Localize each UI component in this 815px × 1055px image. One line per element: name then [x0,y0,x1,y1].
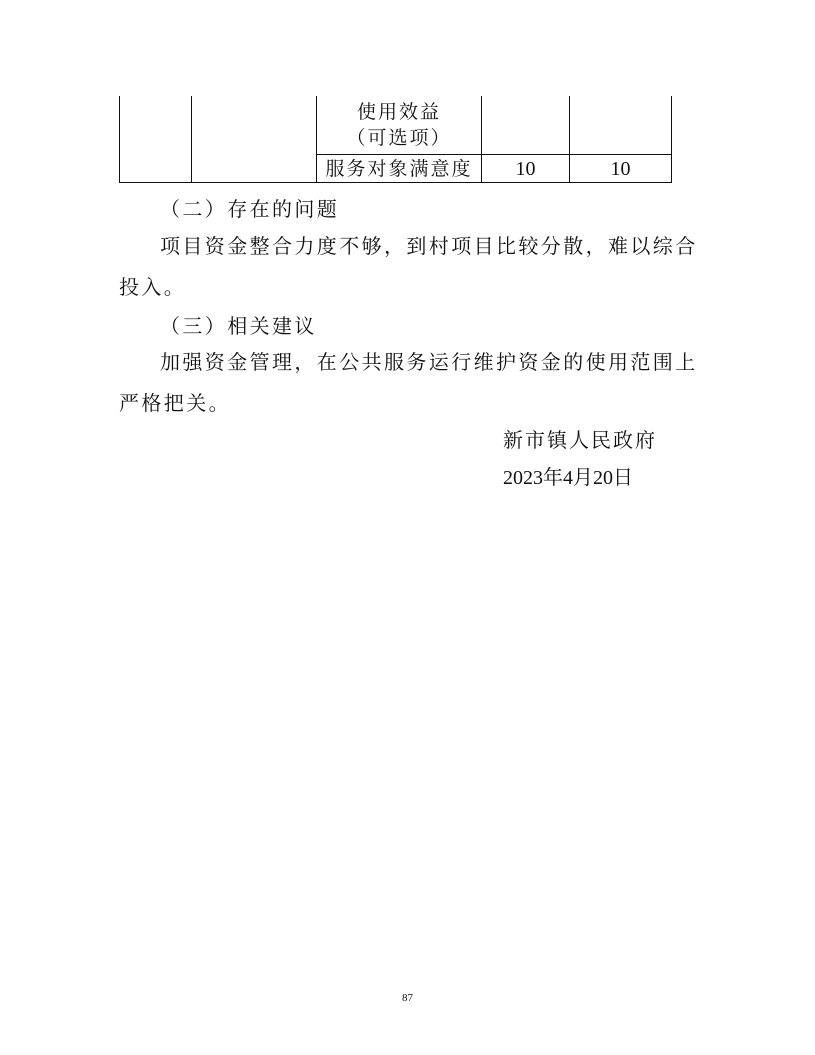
table-cell-level1 [120,96,192,183]
table-row [120,96,672,155]
performance-table [119,96,672,183]
table-cell-indicator [317,96,482,155]
table-cell-level2 [192,96,317,183]
table-cell-value-1 [482,96,570,155]
section-body-problems: 项目资金整合力度不够，到村项目比较分散，难以综合投入。 [119,234,698,299]
section-heading-suggestions: （三）相关建议 [160,314,317,338]
signature-date: 2023年4月20日 [503,467,633,489]
table-cell-value-2: 10 [570,155,672,183]
signature-organization: 新市镇人民政府 [503,428,657,452]
table-cell-value-1: 10 [482,155,570,183]
indicator-line-1: 使用效益 [356,101,441,123]
section-heading-problems: （二）存在的问题 [160,197,340,221]
table-cell-value-2 [570,96,672,155]
table-cell-indicator: 服务对象满意度 [317,155,482,183]
page-number: 87 [402,992,413,1004]
indicator-line-2: （可选项） [346,127,452,149]
section-body-suggestions: 加强资金管理，在公共服务运行维护资金的使用范围上严格把关。 [119,350,698,415]
